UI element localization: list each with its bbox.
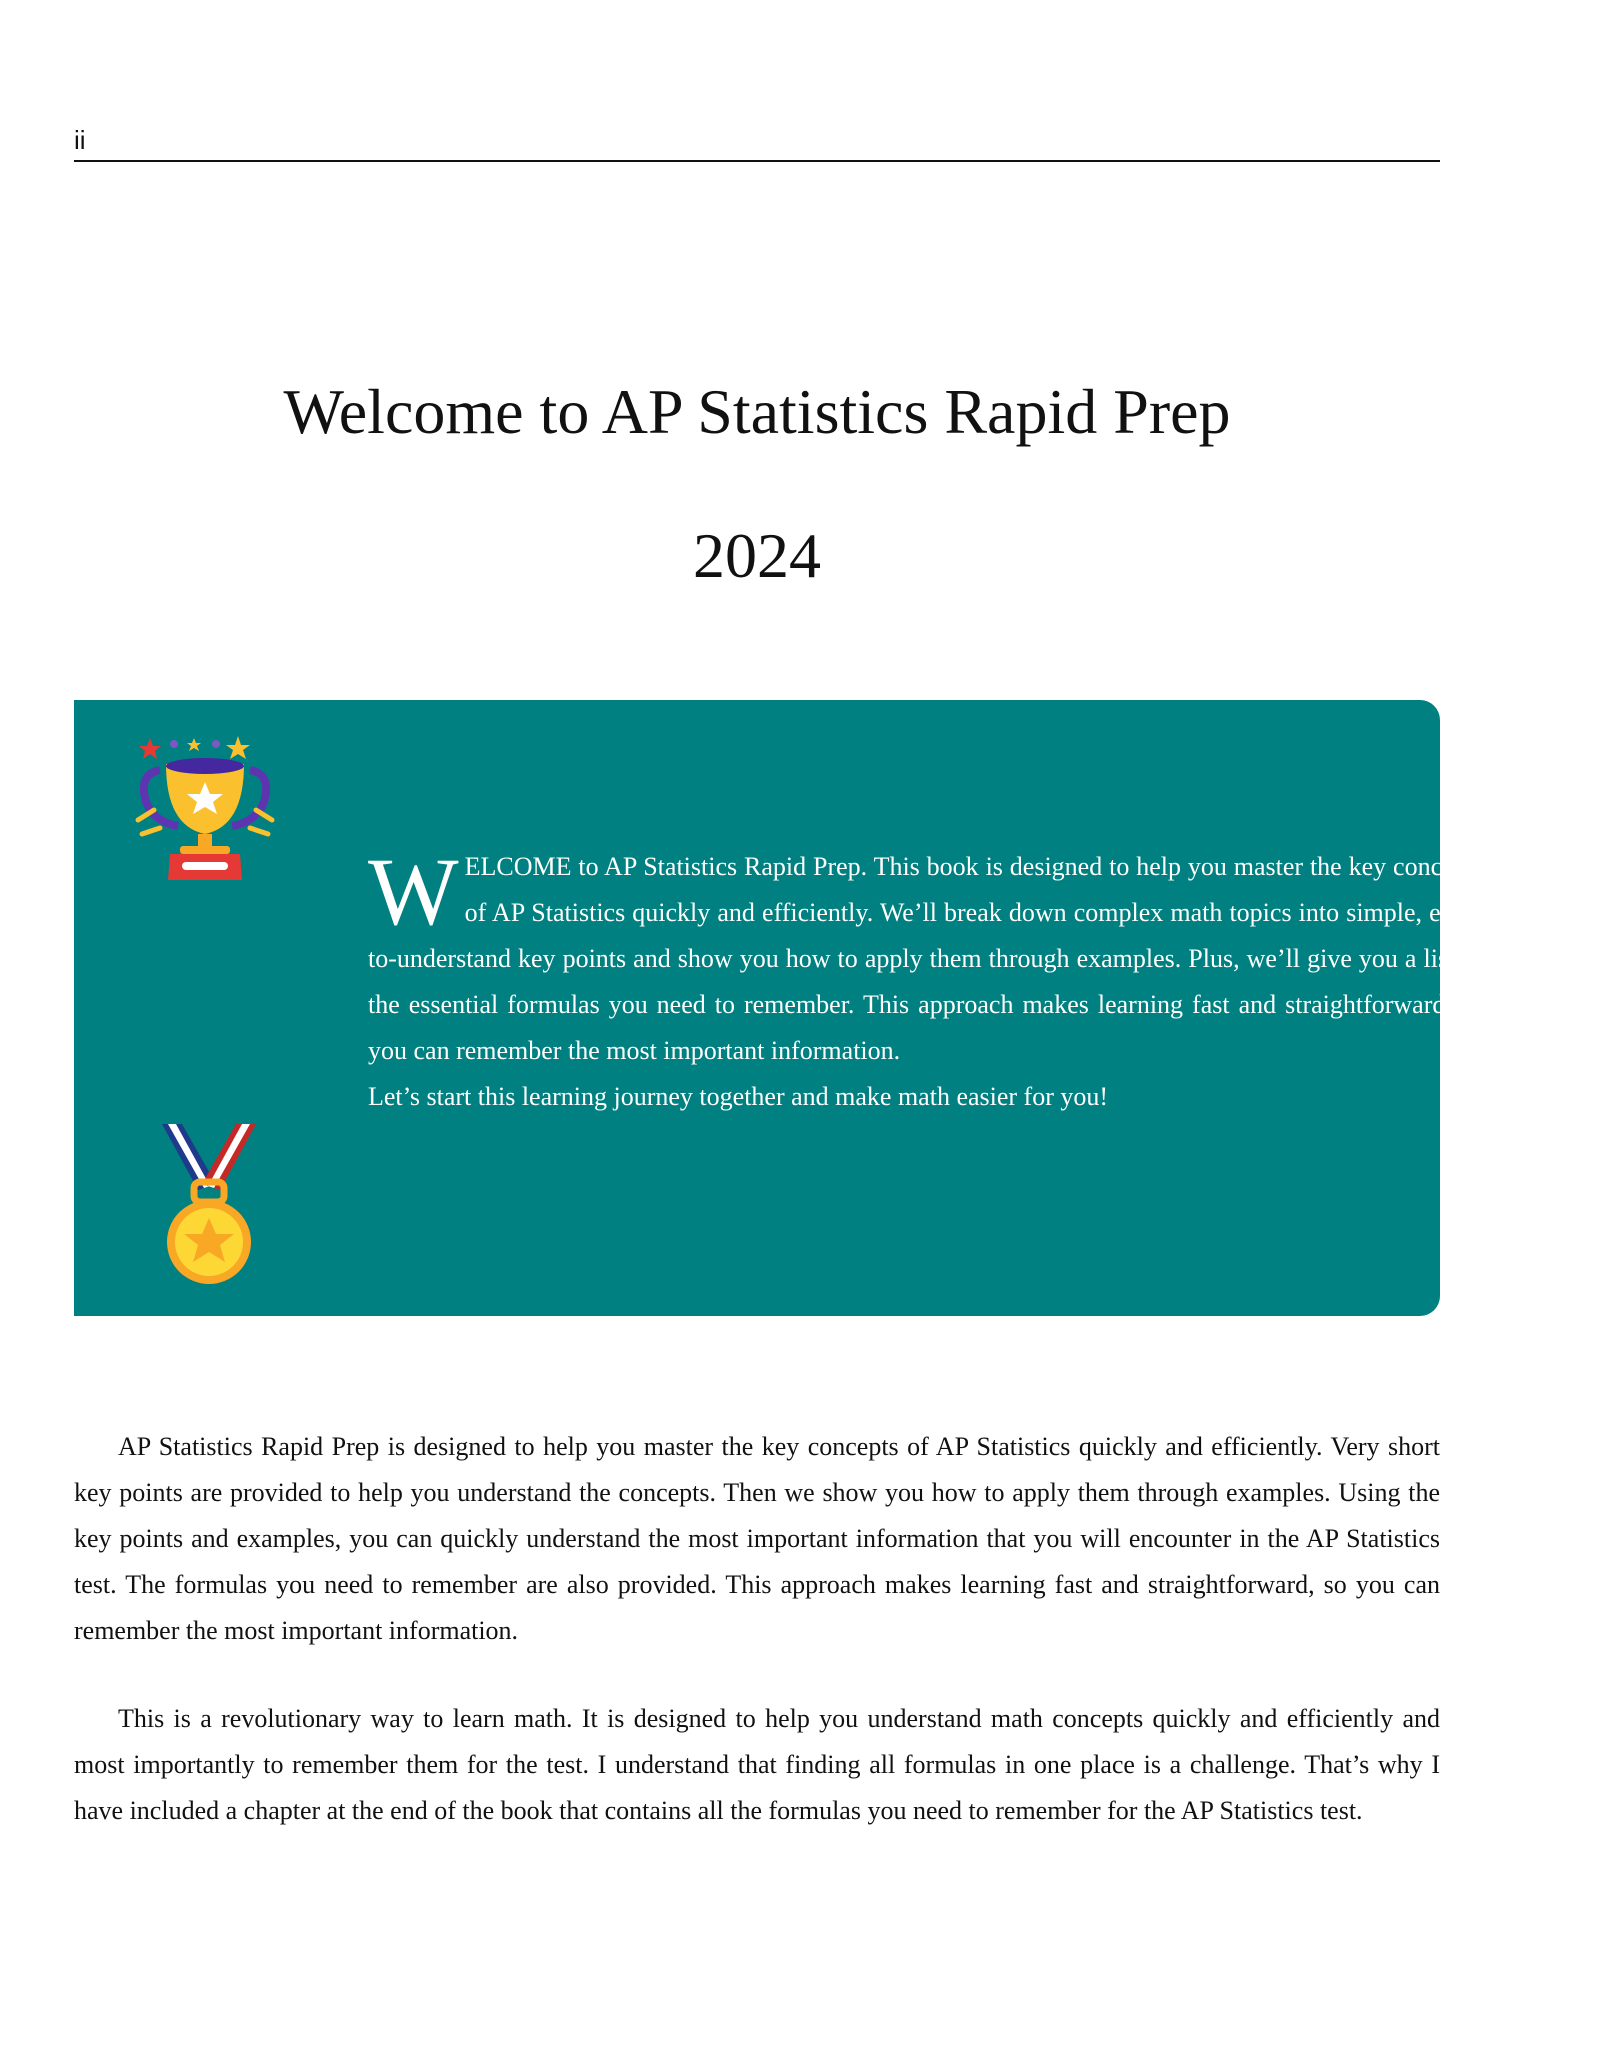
page-year: 2024 — [693, 520, 821, 591]
welcome-lead: ELCOME to AP Statistics Rapid Prep. This book is designed to help you master the key concepts of AP Statistics quickly and efficiently. We’ll break down complex math topics into simple, easy-to-understand key points and show you how to apply them through examples. Plus, we’ll give you a list of the essential formulas you need to remember. This approach makes learning fast and straightforward, so you can remember the most important information. — [368, 852, 1484, 1065]
welcome-closing: Let’s start this learning journey together and make math easier for you! — [368, 1082, 1109, 1111]
page-title: Welcome to AP Statistics Rapid Prep — [283, 376, 1231, 447]
trophy-icon — [130, 730, 290, 890]
welcome-box — [74, 700, 1484, 1316]
medal-icon — [154, 1120, 264, 1290]
body-text — [74, 1424, 1440, 1876]
drop-cap: W — [368, 838, 459, 945]
body-paragraph-2: This is a revolutionary way to learn math. It is designed to help you understand math concepts quickly and efficiently and most importantly to remember them for the test. I understand that finding all formulas in one place is a challenge. That’s why I have included a chapter at the end of the book that contains all the formulas you need to remember for the AP Statistics test. — [74, 1704, 1440, 1825]
body-paragraph-1: AP Statistics Rapid Prep is designed to help you master the key concepts of AP Statistics quickly and efficiently. Very short key points are provided to help you understand the concepts. Then we show you how to apply them through examples. Using the key points and examples, you can quickly understand the most important information that you will encounter in the AP Statistics test. The formulas you need to remember are also provided. This approach makes learning fast and straightforward, so you can remember the most important information. — [74, 1432, 1440, 1645]
welcome-text — [368, 838, 1484, 1120]
page-number: ii — [74, 125, 86, 155]
page-header — [74, 118, 1440, 162]
